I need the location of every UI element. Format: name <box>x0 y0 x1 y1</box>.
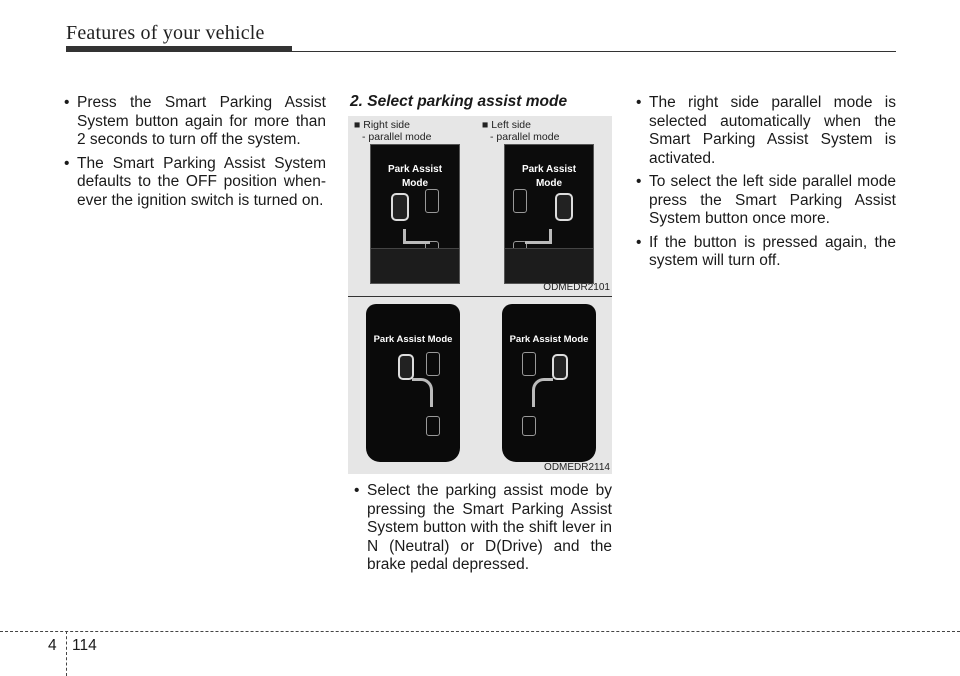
left-mode-screen <box>504 144 594 284</box>
list-item: • Select the parking assist mode by pressing the Smart Parking Assist System button with the shift lever in N (Neutral) or D(Drive) and the brake pedal depressed. <box>350 482 612 575</box>
screen-title: Park Assist Mode <box>387 164 443 189</box>
parking-slot-icon <box>513 189 527 213</box>
screen-title: Park Assist Mode <box>509 334 589 345</box>
figure-label-left <box>482 119 559 143</box>
car-icon <box>555 193 573 221</box>
list-item: • To select the left side parallel mode press the Smart Parking Assist System button once more. <box>632 173 896 229</box>
list-item: • The right side parallel mode is selected automatically when the Smart Parking Assist System is activated. <box>632 94 896 168</box>
header-rule <box>66 51 896 52</box>
path-arrow-icon <box>525 229 552 244</box>
list-item: • Press the Smart Parking Assist System button again for more than 2 seconds to turn off the system. <box>60 94 326 150</box>
car-icon <box>552 354 568 380</box>
left-column <box>60 94 326 215</box>
figure-label-right-sub: - parallel mode <box>362 131 432 143</box>
figure-code-top: ODMEDR2101 <box>543 282 610 293</box>
figure-label-left-title: ■ Left side <box>482 119 531 131</box>
right-bullet-list <box>632 94 896 271</box>
footer-rule <box>0 631 960 632</box>
figure-divider <box>348 296 612 297</box>
figure-label-right <box>354 119 431 143</box>
figure-label-right-title: ■ Right side <box>354 119 410 131</box>
car-icon <box>391 193 409 221</box>
parking-slot-icon <box>522 416 536 436</box>
right-mode-screen <box>370 144 460 284</box>
middle-bullet-list <box>350 482 612 575</box>
parking-slot-icon <box>426 416 440 436</box>
page-number: 114 <box>72 637 97 654</box>
car-icon <box>398 354 414 380</box>
path-arrow-icon <box>412 378 433 407</box>
list-item: • The Smart Parking Assist System defaults to the OFF position when-ever the ignition switch is turned on. <box>60 155 326 211</box>
figure-label-left-sub: - parallel mode <box>490 131 560 143</box>
screen-title: Park Assist Mode <box>373 334 453 345</box>
left-mode-cluster-display <box>502 304 596 462</box>
figure-code-bottom: ODMEDR2114 <box>544 462 610 473</box>
parking-slot-icon <box>522 352 536 376</box>
parking-slot-icon <box>425 189 439 213</box>
right-column <box>632 94 896 276</box>
path-arrow-icon <box>532 378 553 407</box>
parking-mode-figure <box>348 116 612 474</box>
screen-lower-panel <box>371 248 459 283</box>
path-arrow-icon <box>403 229 430 244</box>
middle-body-text <box>350 482 612 580</box>
parking-slot-icon <box>426 352 440 376</box>
screen-title: Park Assist Mode <box>521 164 577 189</box>
left-bullet-list <box>60 94 326 210</box>
list-item: • If the button is pressed again, the system will turn off. <box>632 234 896 271</box>
right-mode-cluster-display <box>366 304 460 462</box>
section-title: 2. Select parking assist mode <box>350 93 568 110</box>
page-header-title: Features of your vehicle <box>66 22 265 44</box>
chapter-number: 4 <box>48 637 57 654</box>
screen-lower-panel <box>505 248 593 283</box>
footer-divider <box>66 631 67 676</box>
